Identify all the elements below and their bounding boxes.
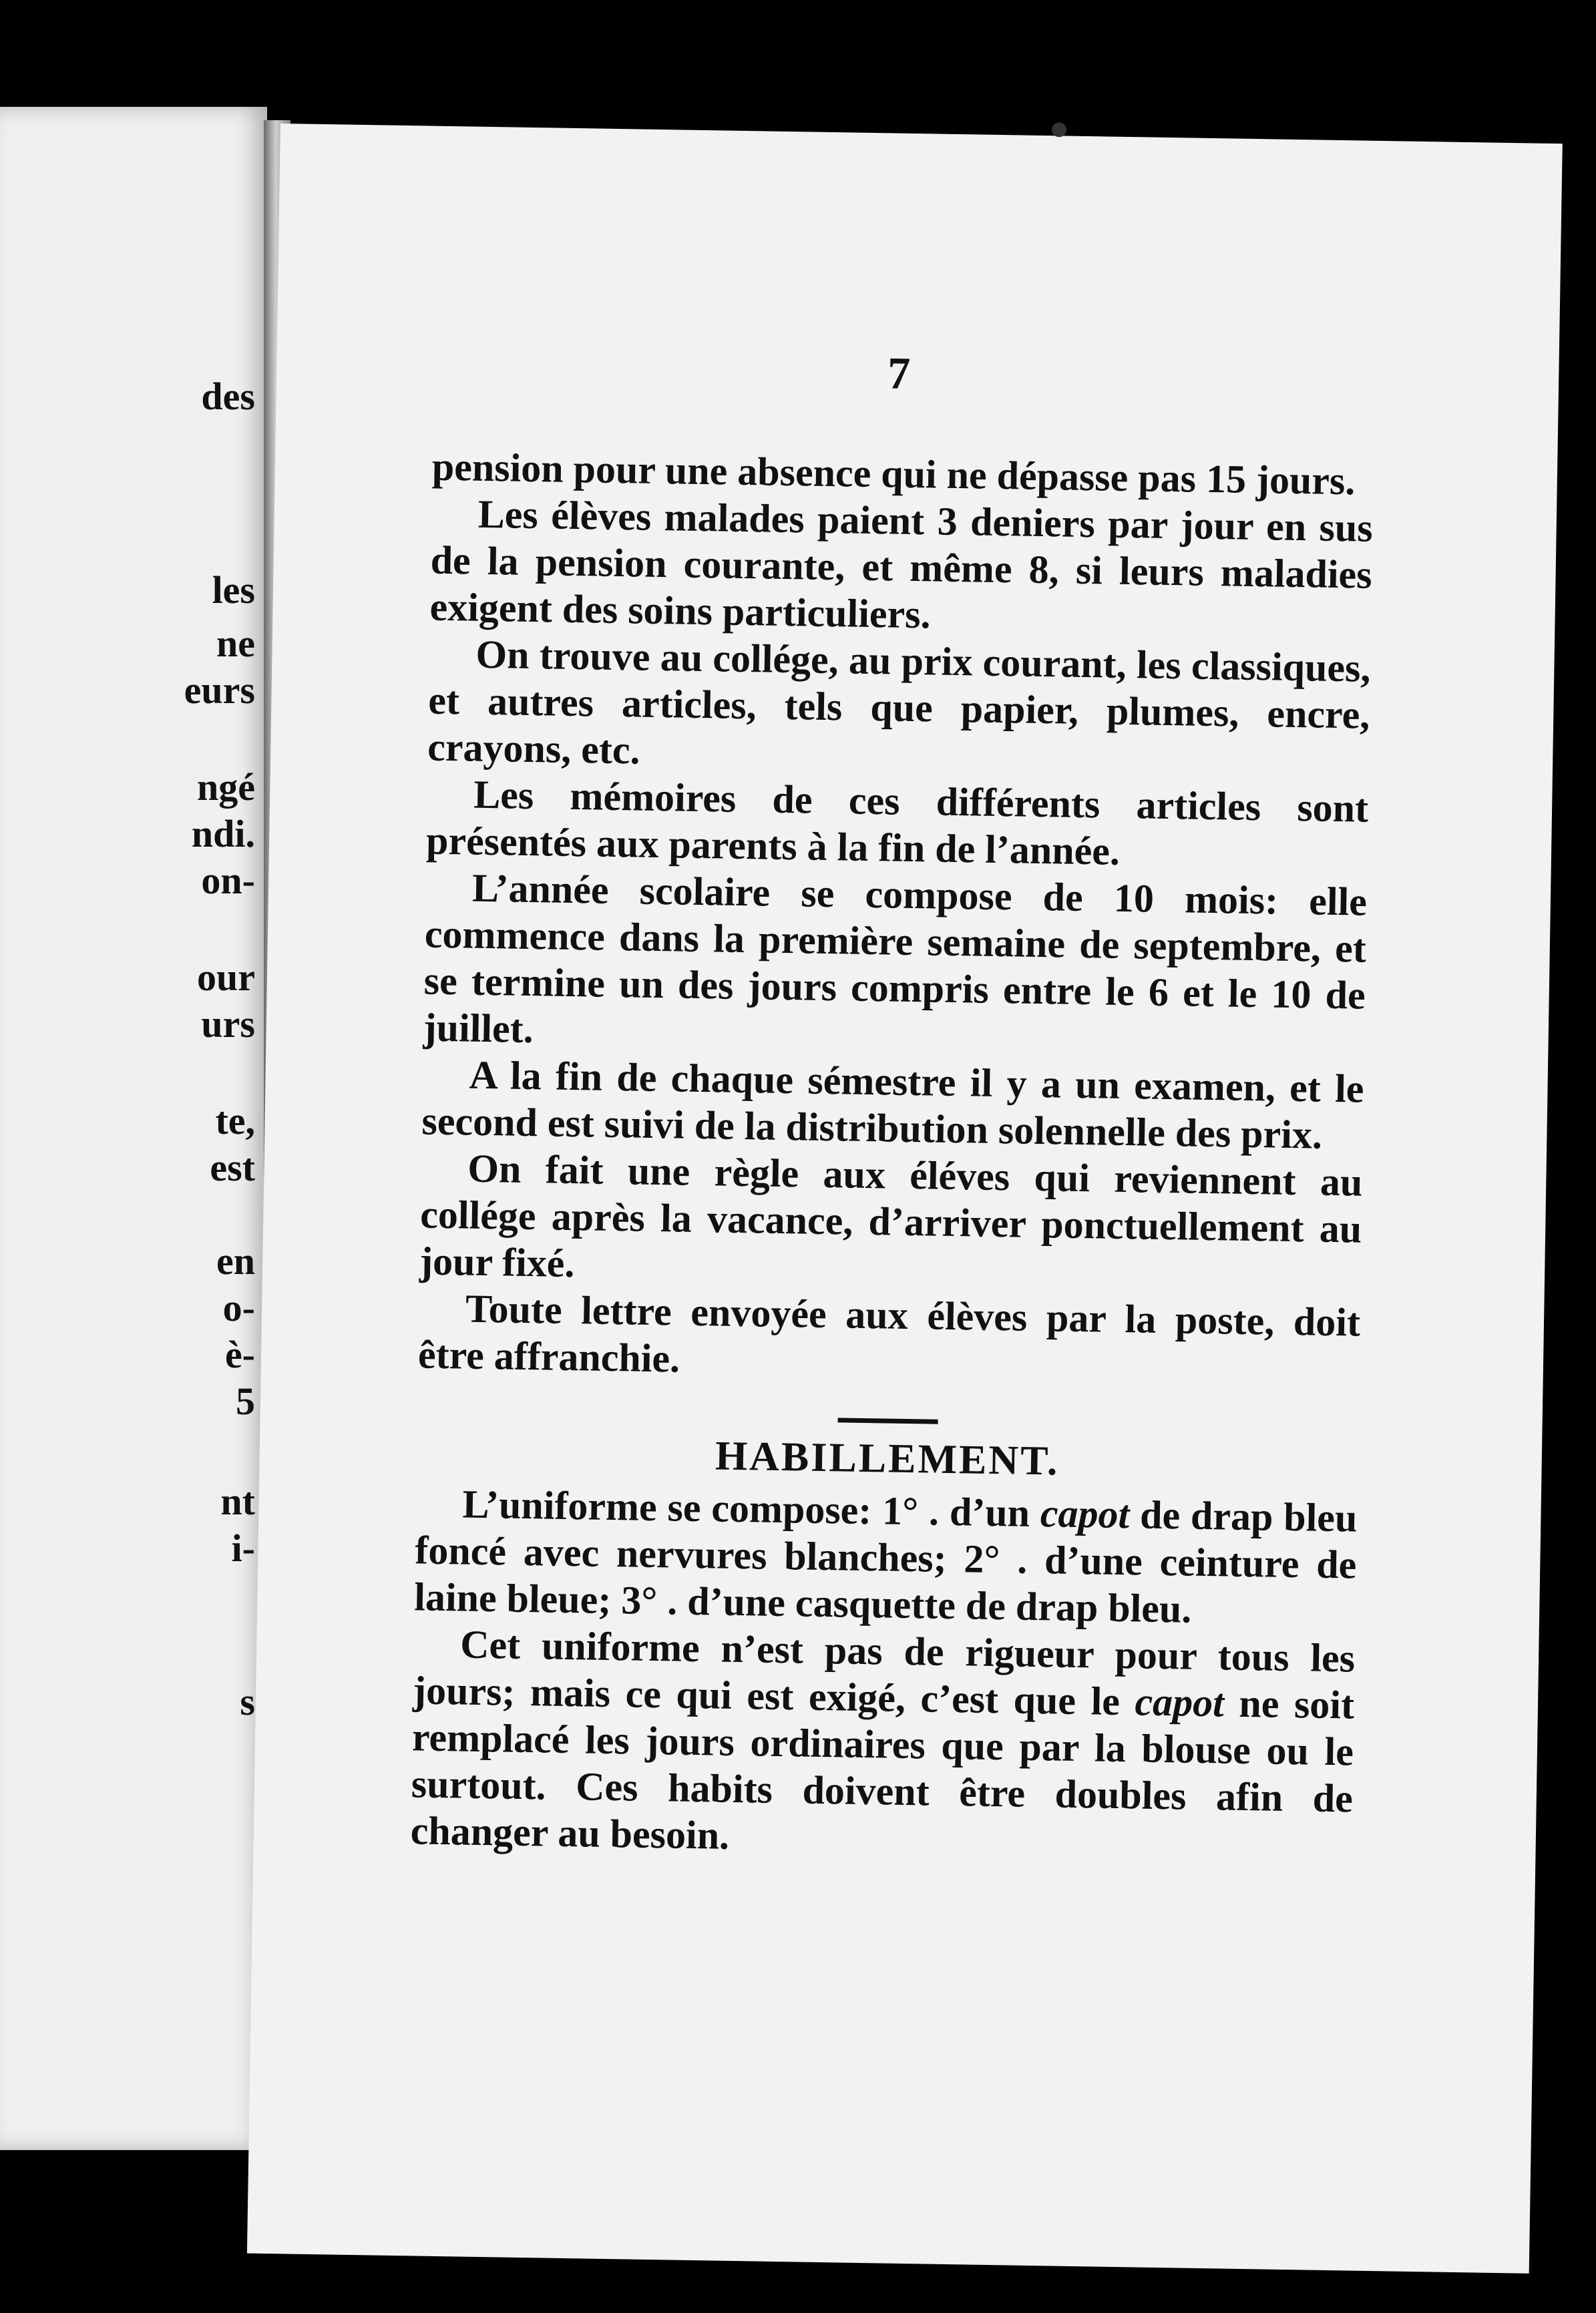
body-paragraph: Les élèves malades paient 3 deniers par jour en sus de la pension courante, et même 8, si leurs maladies exigent des soins particuliers. [429,491,1374,637]
uniform-paragraph [414,1480,1358,1635]
left-page-fragment: eurs [184,668,255,712]
body-paragraph: A la fin de chaque sémestre il y a un examen, et le second est suivi de la distribution solennelle des prix. [421,1052,1365,1157]
left-page-fragment: ngé [197,765,255,809]
body-paragraph: On trouve au collége, au prix courant, les classiques, et autres articles, tels que papier, plumes, encre, crayons, etc. [427,632,1371,773]
left-page-fragment: s [240,1680,255,1723]
left-page-fragment: 5 [236,1380,255,1423]
left-page-fragment: ne [216,622,255,665]
left-page-fragment: des [201,375,255,418]
previous-page-edge [0,107,267,2150]
left-page-fragment: les [212,568,255,612]
left-page-fragment: te, [215,1099,255,1142]
left-page-fragment: ndi. [191,812,255,855]
uniform-paragraph [410,1620,1355,1868]
left-page-fragment: est [210,1146,255,1189]
left-page-fragment: our [197,956,255,999]
uniform-text: ne soit remplacé les jours ordinaires que par la blouse ou le surtout. Ces habits doivent être doubles afin de changer au besoin. [410,1681,1355,1858]
body-paragraph: pension pour une absence qui ne dépasse pas 15 jours. [431,444,1356,503]
left-page-fragment: nt [220,1480,255,1523]
body-paragraph: On fait une règle aux éléves qui reviennent au collége après la vacance, d’arriver ponctuellement au jour fixé. [419,1146,1363,1286]
body-paragraph: Toute lettre envoyée aux élèves par la poste, doit être affranchie. [417,1286,1361,1381]
left-page-fragment: i- [231,1526,255,1570]
page-number: 7 [887,347,911,399]
book-page [247,124,1563,2274]
section-heading: HABILLEMENT. [715,1433,1060,1484]
ink-speck [1052,122,1066,137]
capot-term: capot [1135,1679,1225,1725]
body-paragraph: Les mémoires de ces différents articles sont présentés aux parents à la fin de l’année. [425,772,1369,873]
left-page-fragment: urs [201,1002,255,1046]
left-page-fragment: on- [201,859,255,902]
uniform-text: L’uniforme se compose: 1° . d’un [462,1482,1041,1536]
left-page-fragment: è- [224,1333,255,1376]
section-divider [838,1418,938,1424]
uniform-text: Cet uniforme n’est pas de rigueur pour tous les jours; mais ce qui est exigé, c’est que le [412,1622,1356,1724]
left-page-fragment: o- [222,1286,255,1329]
page-body [410,443,1374,1869]
uniform-text: de drap bleu foncé avec nervures blanches; 2° . d’une ceinture de laine bleue; 3° . d’une casquette de drap bleu. [413,1492,1358,1631]
capot-term: capot [1040,1491,1130,1537]
body-paragraph: L’année scolaire se compose de 10 mois: elle commence dans la première semaine de septembre, et se termine un des jours compris entre le 6 et le 10 de juillet. [423,865,1368,1052]
left-page-fragment: en [216,1239,255,1283]
